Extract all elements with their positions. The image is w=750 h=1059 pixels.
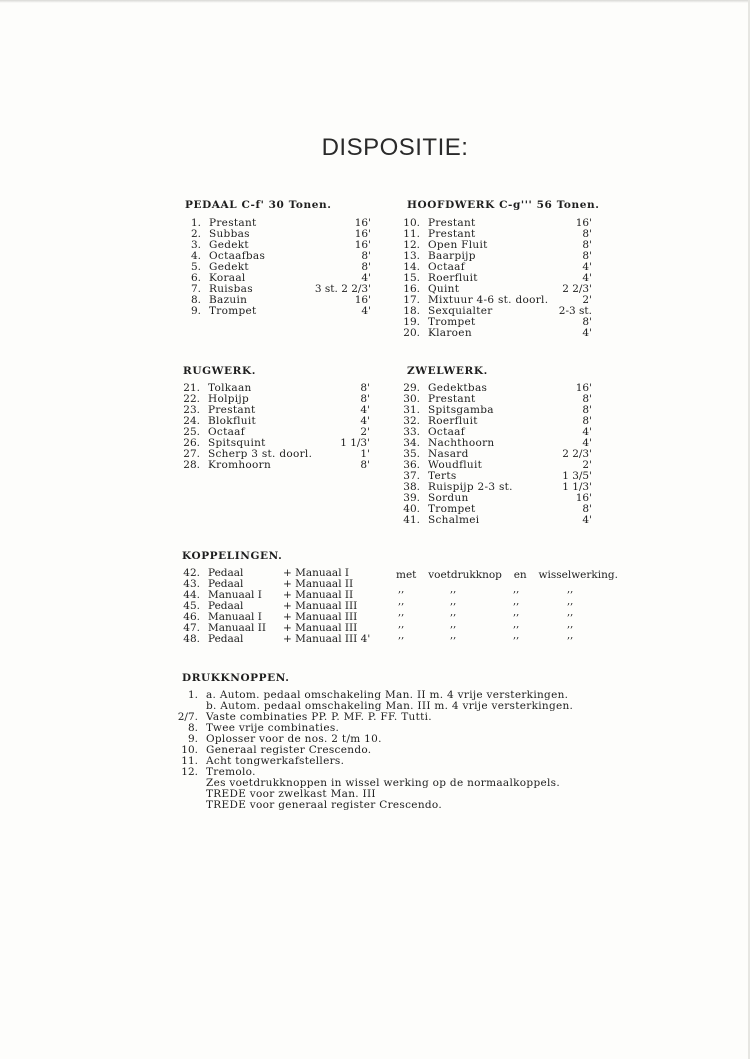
coupler-number: 44. <box>183 589 200 601</box>
stop-name: Blokfluit <box>208 415 257 427</box>
stop-number: 28. <box>183 459 200 471</box>
stop-size: 8' <box>360 393 370 405</box>
hoofdwerk-heading: HOOFDWERK C-g''' 56 Tonen. <box>407 199 600 211</box>
button-number: 12. <box>181 766 198 778</box>
stop-name: Octaaf <box>428 261 465 273</box>
ditto-mark: ,, <box>567 630 574 641</box>
stop-number: 5. <box>190 261 201 273</box>
button-number <box>164 778 206 789</box>
button-text: b. Autom. pedaal omschakeling Man. III m. 4 vrije versterkingen. <box>206 700 574 712</box>
stop-name: Octaafbas <box>209 250 266 262</box>
stop-number: 12. <box>403 239 420 251</box>
stop-size: 4' <box>582 514 592 526</box>
note-met: met <box>396 569 417 581</box>
stop-row <box>402 328 592 339</box>
stop-size: 2' <box>582 459 592 471</box>
stop-size: 4' <box>361 272 371 284</box>
ditto-mark: ,, <box>567 618 574 630</box>
stop-number: 18. <box>403 305 420 317</box>
button-text: Oplosser voor de nos. 2 t/m 10. <box>206 733 382 745</box>
stop-name: Roerfluit <box>428 415 478 427</box>
ditto-mark: ,, <box>450 607 457 618</box>
stop-number: 11. <box>403 228 420 240</box>
stop-number: 37. <box>403 470 420 482</box>
coupler-to: + Manuaal III <box>283 622 358 634</box>
stop-size: 2 2/3' <box>562 283 592 295</box>
rugwerk-heading: RUGWERK. <box>183 365 256 377</box>
stop-name: Octaaf <box>208 426 245 438</box>
stop-number: 2. <box>190 228 201 240</box>
stop-number: 19. <box>403 316 420 328</box>
stop-number: 31. <box>403 404 420 416</box>
stop-name: Prestant <box>428 228 476 240</box>
coupler-to: + Manuaal III <box>283 600 358 612</box>
stop-size: 16' <box>354 228 371 240</box>
stop-size: 16' <box>575 492 592 504</box>
note-en: en <box>513 569 527 581</box>
stop-number: 13. <box>403 250 420 262</box>
button-text: Twee vrije combinaties. <box>206 722 340 734</box>
stop-number: 16. <box>403 283 420 295</box>
page-top-edge <box>0 0 750 3</box>
coupler-to: + Manuaal II <box>283 589 354 601</box>
ditto-mark: ,, <box>513 595 520 607</box>
stop-size: 8' <box>582 250 592 262</box>
ditto-mark: ,, <box>398 618 405 630</box>
coupler-to: + Manuaal II <box>283 578 354 590</box>
stop-number: 21. <box>183 382 200 394</box>
stop-number: 4. <box>190 250 201 262</box>
stop-name: Gedektbas <box>428 382 488 394</box>
ditto-mark: ,, <box>450 630 457 641</box>
zwelwerk-list <box>402 383 592 526</box>
stop-number: 35. <box>403 448 420 460</box>
stop-size: 16' <box>354 239 371 251</box>
coupler-number: 45. <box>183 600 200 612</box>
button-text: Tremolo. <box>206 766 256 778</box>
ditto-mark: ,, <box>567 607 574 618</box>
coupler-to: + Manuaal III 4' <box>283 633 371 645</box>
stop-number: 29. <box>403 382 420 394</box>
stop-size: 8' <box>582 228 592 240</box>
stop-size: 4' <box>582 426 592 438</box>
stop-number: 6. <box>190 272 201 284</box>
stop-number: 15. <box>403 272 420 284</box>
coupler-number: 48. <box>183 633 200 645</box>
stop-size: 3 st. 2 2/3' <box>314 283 371 295</box>
button-number <box>164 789 206 800</box>
stop-number: 8. <box>190 294 201 306</box>
button-text: Acht tongwerkafstellers. <box>206 755 345 767</box>
stop-size: 2' <box>582 294 592 306</box>
stop-name: Klaroen <box>428 327 472 339</box>
stop-number: 26. <box>183 437 200 449</box>
stop-row <box>180 460 370 471</box>
button-number: 8. <box>187 722 198 734</box>
button-number: 2/7. <box>177 711 198 723</box>
button-number: 9. <box>187 733 198 745</box>
button-text: Vaste combinaties PP. P. MF. P. FF. Tutti. <box>206 711 432 723</box>
stop-name: Octaaf <box>428 426 465 438</box>
stop-row <box>402 515 592 526</box>
button-text: Generaal register Crescendo. <box>206 744 372 756</box>
stop-name: Prestant <box>428 393 476 405</box>
stop-size: 16' <box>354 217 371 229</box>
stop-size: 4' <box>582 437 592 449</box>
coupler-from: Pedaal <box>208 578 244 590</box>
drukknoppen-heading: DRUKKNOPPEN. <box>182 672 290 684</box>
ditto-mark: ,, <box>450 584 457 595</box>
stop-number: 22. <box>183 393 200 405</box>
ditto-mark: ,, <box>513 618 520 630</box>
stop-name: Mixtuur 4-6 st. doorl. <box>428 294 549 306</box>
stop-size: 8' <box>582 316 592 328</box>
stop-name: Nachthoorn <box>428 437 495 449</box>
stop-size: 4' <box>582 261 592 273</box>
stop-number: 40. <box>403 503 420 515</box>
stop-number: 23. <box>183 404 200 416</box>
pedaal-heading: PEDAAL C-f' 30 Tonen. <box>185 199 332 211</box>
stop-number: 20. <box>403 327 420 339</box>
stop-name: Scherp 3 st. doorl. <box>208 448 313 460</box>
coupler-from: Manuaal I <box>208 589 262 601</box>
page-title: DISPOSITIE: <box>321 134 469 161</box>
note-wisselwerking: wisselwerking. <box>538 569 618 581</box>
coupler-from: Manuaal II <box>208 622 267 634</box>
coupler-row <box>180 634 390 645</box>
stop-name: Gedekt <box>209 261 249 273</box>
stop-number: 36. <box>403 459 420 471</box>
stop-name: Spitsquint <box>208 437 266 449</box>
stop-size: 16' <box>575 382 592 394</box>
drukknoppen-list <box>164 690 624 811</box>
button-text: TREDE voor zwelkast Man. III <box>206 788 376 800</box>
stop-name: Koraal <box>209 272 246 284</box>
button-row <box>164 800 624 811</box>
stop-name: Schalmei <box>428 514 480 526</box>
coupler-from: Pedaal <box>208 600 244 612</box>
stop-number: 33. <box>403 426 420 438</box>
stop-name: Trompet <box>428 316 476 328</box>
stop-size: 8' <box>361 250 371 262</box>
button-text: Zes voetdrukknoppen in wissel werking op de normaalkoppels. <box>206 777 560 789</box>
stop-number: 17. <box>403 294 420 306</box>
stop-name: Open Fluit <box>428 239 488 251</box>
stop-number: 3. <box>190 239 201 251</box>
stop-size: 8' <box>582 404 592 416</box>
stop-name: Ruispijp 2-3 st. <box>428 481 513 493</box>
stop-size: 8' <box>582 393 592 405</box>
koppelingen-note <box>396 570 618 581</box>
stop-size: 8' <box>582 503 592 515</box>
stop-number: 27. <box>183 448 200 460</box>
coupler-from: Pedaal <box>208 567 244 579</box>
stop-number: 39. <box>403 492 420 504</box>
stop-name: Holpijp <box>208 393 249 405</box>
hoofdwerk-list <box>402 218 592 339</box>
stop-number: 7. <box>190 283 201 295</box>
zwelwerk-heading: ZWELWERK. <box>407 365 488 377</box>
stop-number: 1. <box>190 217 201 229</box>
stop-name: Prestant <box>209 217 257 229</box>
stop-size: 4' <box>361 305 371 317</box>
stop-size: 2-3 st. <box>558 305 592 317</box>
stop-number: 38. <box>403 481 420 493</box>
stop-size: 8' <box>582 239 592 251</box>
stop-name: Tolkaan <box>208 382 252 394</box>
coupler-from: Manuaal I <box>208 611 262 623</box>
stop-name: Spitsgamba <box>428 404 494 416</box>
stop-name: Trompet <box>209 305 257 317</box>
button-number: 10. <box>181 744 198 756</box>
coupler-from: Pedaal <box>208 633 244 645</box>
stop-size: 8' <box>360 459 370 471</box>
stop-name: Sexquialter <box>428 305 493 317</box>
stop-name: Prestant <box>428 217 476 229</box>
stop-size: 4' <box>582 272 592 284</box>
koppelingen-list <box>180 568 390 645</box>
koppelingen-heading: KOPPELINGEN. <box>182 550 283 562</box>
coupler-number: 43. <box>183 578 200 590</box>
stop-size: 4' <box>360 404 370 416</box>
ditto-mark: ,, <box>567 595 574 607</box>
ditto-mark: ,, <box>398 630 405 641</box>
note-voetdrukknop: voetdrukknop <box>428 569 502 581</box>
stop-name: Roerfluit <box>428 272 478 284</box>
stop-size: 2 2/3' <box>562 448 592 460</box>
coupler-to: + Manuaal III <box>283 611 358 623</box>
stop-name: Trompet <box>428 503 476 515</box>
ditto-mark: ,, <box>398 584 405 595</box>
stop-number: 34. <box>403 437 420 449</box>
stop-size: 16' <box>575 217 592 229</box>
stop-name: Quint <box>428 283 460 295</box>
coupler-number: 47. <box>183 622 200 634</box>
stop-name: Woudfluit <box>428 459 483 471</box>
button-number: 1. <box>187 689 198 701</box>
rugwerk-list <box>180 383 370 471</box>
ditto-mark: ,, <box>450 595 457 607</box>
ditto-mark: ,, <box>450 618 457 630</box>
stop-size: 8' <box>360 382 370 394</box>
stop-name: Nasard <box>428 448 469 460</box>
stop-number: 10. <box>403 217 420 229</box>
stop-size: 8' <box>582 415 592 427</box>
stop-number: 30. <box>403 393 420 405</box>
button-text: a. Autom. pedaal omschakeling Man. II m. 4 vrije versterkingen. <box>206 689 569 701</box>
button-number: 11. <box>181 755 198 767</box>
stop-name: Ruisbas <box>209 283 253 295</box>
ditto-mark: ,, <box>513 607 520 618</box>
stop-name: Bazuin <box>209 294 248 306</box>
stop-name: Terts <box>428 470 457 482</box>
ditto-mark: ,, <box>398 607 405 618</box>
pedaal-list <box>183 218 371 317</box>
stop-size: 16' <box>354 294 371 306</box>
stop-number: 32. <box>403 415 420 427</box>
stop-name: Baarpijp <box>428 250 476 262</box>
stop-name: Sordun <box>428 492 469 504</box>
ditto-mark: ,, <box>513 630 520 641</box>
stop-size: 8' <box>361 261 371 273</box>
ditto-mark: ,, <box>513 584 520 595</box>
stop-number: 24. <box>183 415 200 427</box>
stop-name: Prestant <box>208 404 256 416</box>
stop-number: 9. <box>190 305 201 317</box>
stop-number: 25. <box>183 426 200 438</box>
coupler-number: 46. <box>183 611 200 623</box>
stop-name: Kromhoorn <box>208 459 272 471</box>
coupler-number: 42. <box>183 567 200 579</box>
ditto-mark: ,, <box>567 584 574 595</box>
stop-number: 41. <box>403 514 420 526</box>
stop-row <box>183 306 371 317</box>
stop-size: 4' <box>582 327 592 339</box>
button-text: TREDE voor generaal register Crescendo. <box>206 799 442 811</box>
stop-name: Gedekt <box>209 239 249 251</box>
stop-size: 1 3/5' <box>562 470 592 482</box>
stop-number: 14. <box>403 261 420 273</box>
coupler-to: + Manuaal I <box>283 567 350 579</box>
stop-size: 1' <box>360 448 370 460</box>
stop-size: 1 1/3' <box>562 481 592 493</box>
button-number <box>164 800 206 811</box>
stop-name: Subbas <box>209 228 250 240</box>
stop-size: 4' <box>360 415 370 427</box>
stop-size: 1 1/3' <box>340 437 370 449</box>
ditto-mark: ,, <box>398 595 405 607</box>
stop-size: 2' <box>360 426 370 438</box>
